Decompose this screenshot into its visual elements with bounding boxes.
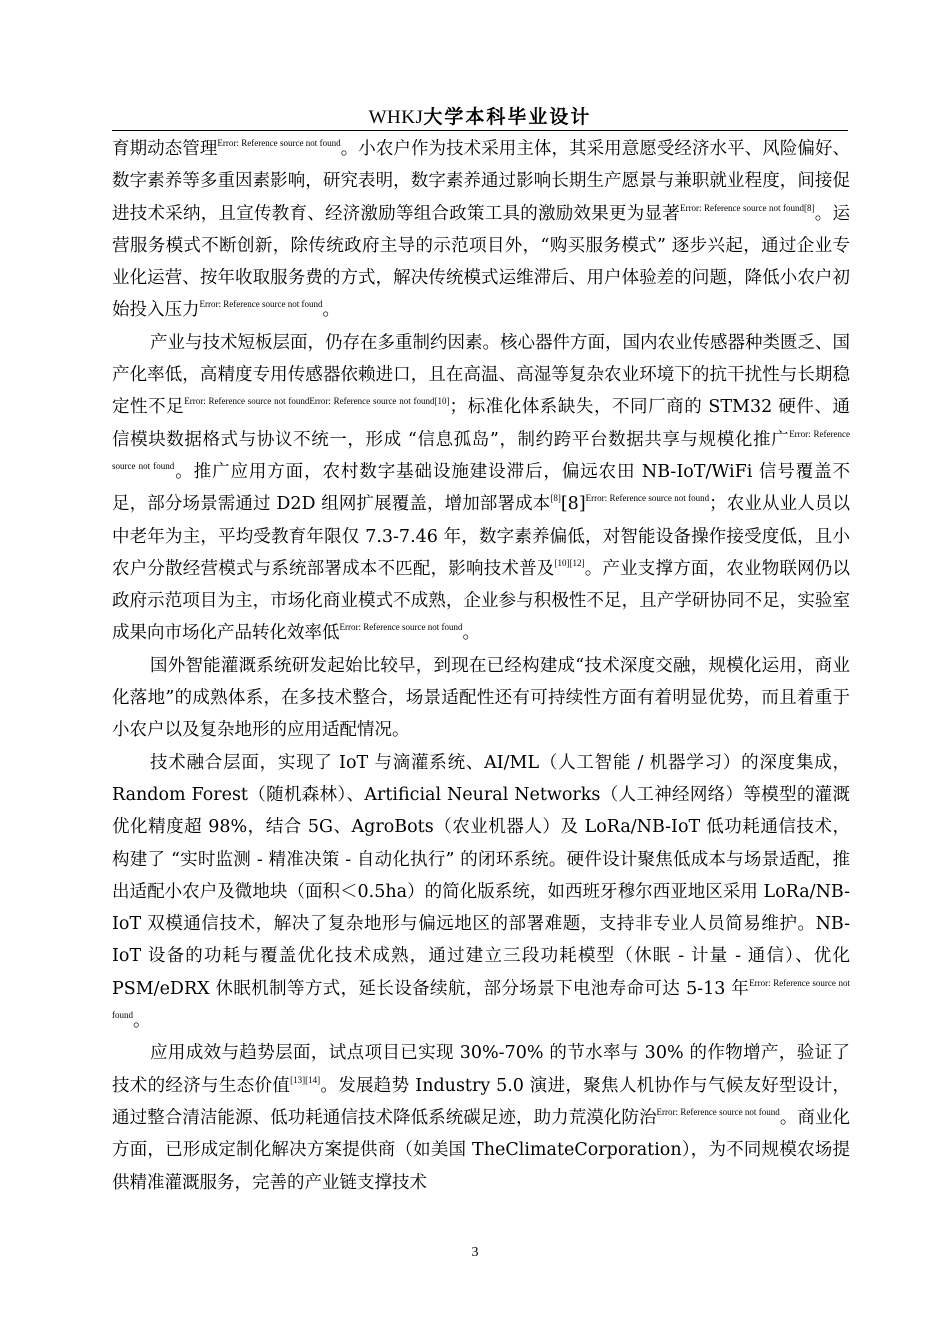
paragraph-text: 产业与技术短板层面，仍存在多重制约因素。核心器件方面，国内农业传感器种类匮乏、国产化率低，高精度专用传感器依赖进口，且在高温、高湿等复杂农业环境下的抗干扰性与长期稳定性不足	[112, 332, 850, 418]
paragraph-text: 。商业化方面，已形成定制化解决方案提供商（如美国 TheClimateCorporation），为不同规模农场提供精准灌溉服务，完善的产业链支撑技术	[112, 1107, 851, 1193]
paragraph-text: 。	[322, 300, 340, 321]
citation-reference: Error: Reference source not found	[112, 428, 851, 471]
paragraph	[112, 650, 850, 747]
paragraph-text: 育期动态管理	[112, 139, 218, 159]
paragraph	[112, 1037, 850, 1198]
citation-reference: Error: Reference source not foundError: Reference source not found[10]	[184, 396, 450, 407]
citation-reference: Error: Reference source not found	[112, 977, 850, 1021]
header-latin-text: WHKJ	[368, 107, 424, 128]
citation-reference: Error: Reference source not found	[339, 622, 463, 633]
header-rule	[112, 130, 848, 131]
paragraph-text: [8]	[560, 494, 586, 515]
page-header	[112, 104, 848, 130]
paragraph-text: 。发展趋势 Industry 5.0 演进，聚焦人机协作与气候友好型设计，通过整合清洁能源、低功耗通信技术降低系统碳足迹，助力荒漠化防治	[112, 1075, 850, 1128]
header-title: 大学本科毕业设计	[423, 106, 592, 128]
paragraph	[112, 133, 850, 327]
paragraph	[112, 327, 850, 650]
citation-reference: Error: Reference source not found	[217, 138, 341, 148]
paragraph-text: 国外智能灌溉系统研发起始比较早，到现在已经构建成“技术深度交融，规模化运用，商业化落地”的成熟体系，在多技术整合，场景适配性还有可持续性方面有着明显优势，而且着重于小农户以及复杂地形的应用适配情况。	[112, 655, 850, 741]
document-body	[112, 133, 850, 1199]
citation-reference: [8]	[550, 493, 561, 504]
paragraph-text: 技术融合层面，实现了 IoT 与滴灌系统、AI/ML（人工智能 / 机器学习）的深度集成，Random Forest（随机森林）、Artificial Neural Networks（人工神经网络）等模型的灌溉优化精度超 98%，结合 5G、AgroBots（农业机器人）及 LoRa/NB-IoT 低功耗通信技术，构建了 “实时监测 - 精准决策 - 自动化执行” 的闭环系统。硬件设计聚焦低成本与场景适配，推出适配小农户及微地块（面积＜0.5ha）的简化版系统，如西班牙穆尔西亚地区采用 LoRa/NB-IoT 双模通信技术，解决了复杂地形与偏远地区的部署难题，支持非专业人员简易维护。NB-IoT 设备的功耗与覆盖优化技术成熟，通过建立三段功耗模型（休眠 - 计量 - 通信）、优化 PSM/eDRX 休眠机制等方式，延长设备续航，部分场景下电池寿命可达 5-13 年	[112, 752, 850, 999]
citation-reference: Error: Reference source not found	[585, 493, 710, 504]
citation-reference: Error: Reference source not found	[199, 299, 323, 310]
paragraph-text: 。	[133, 1011, 151, 1032]
citation-reference: Error: Reference source not found	[656, 1106, 780, 1117]
paragraph	[112, 747, 850, 1038]
paragraph-text: ；农业从业人员以中老年为主，平均受教育年限仅 7.3-7.46 年，数字素养偏低，对智能设备操作接受度低，且小农户分散经营模式与系统部署成本不匹配，影响技术普及	[112, 494, 850, 579]
paragraph-text: 。推广应用方面，农村数字基础设施建设滞后，偏远农田 NB-IoT/WiFi 信号覆盖不足，部分场景需通过 D2D 组网扩展覆盖，增加部署成本	[112, 461, 850, 515]
paragraph-text: 。运营服务模式不断创新，除传统政府主导的示范项目外，“购买服务模式” 逐步兴起，通过企业专业化运营、按年收取服务费的方式，解决传统模式运维滞后、用户体验差的问题，降低小农户初始投入压力	[112, 203, 851, 321]
citation-reference: [13][14]	[290, 1074, 321, 1085]
citation-reference: [10][12]	[554, 557, 585, 568]
paragraph-text: ；标准化体系缺失，不同厂商的 STM32 硬件、通信模块数据格式与协议不统一，形成 “信息孤岛”，制约跨平台数据共享与规模化推广	[112, 397, 850, 450]
paragraph-text: 应用成效与趋势层面，试点项目已实现 30%-70% 的节水率与 30% 的作物增产，验证了技术的经济与生态价值	[112, 1043, 850, 1096]
paragraph-text: 。小农户作为技术采用主体，其采用意愿受经济水平、风险偏好、数字素养等多重因素影响，研究表明，数字素养通过影响长期生产愿景与兼职就业程度，间接促进技术采纳，且宣传教育、经济激励等组合政策工具的激励效果更为显著	[112, 139, 851, 224]
paragraph-text: 。产业支撑方面，农业物联网仍以政府示范项目为主，市场化商业模式不成熟，企业参与积极性不足，且产学研协同不足，实验室成果向市场化产品转化效率低	[112, 558, 850, 644]
citation-reference: Error: Reference source not found[8]	[680, 202, 815, 213]
paragraph-text: 。	[462, 623, 480, 644]
page-number: 3	[471, 1245, 479, 1260]
